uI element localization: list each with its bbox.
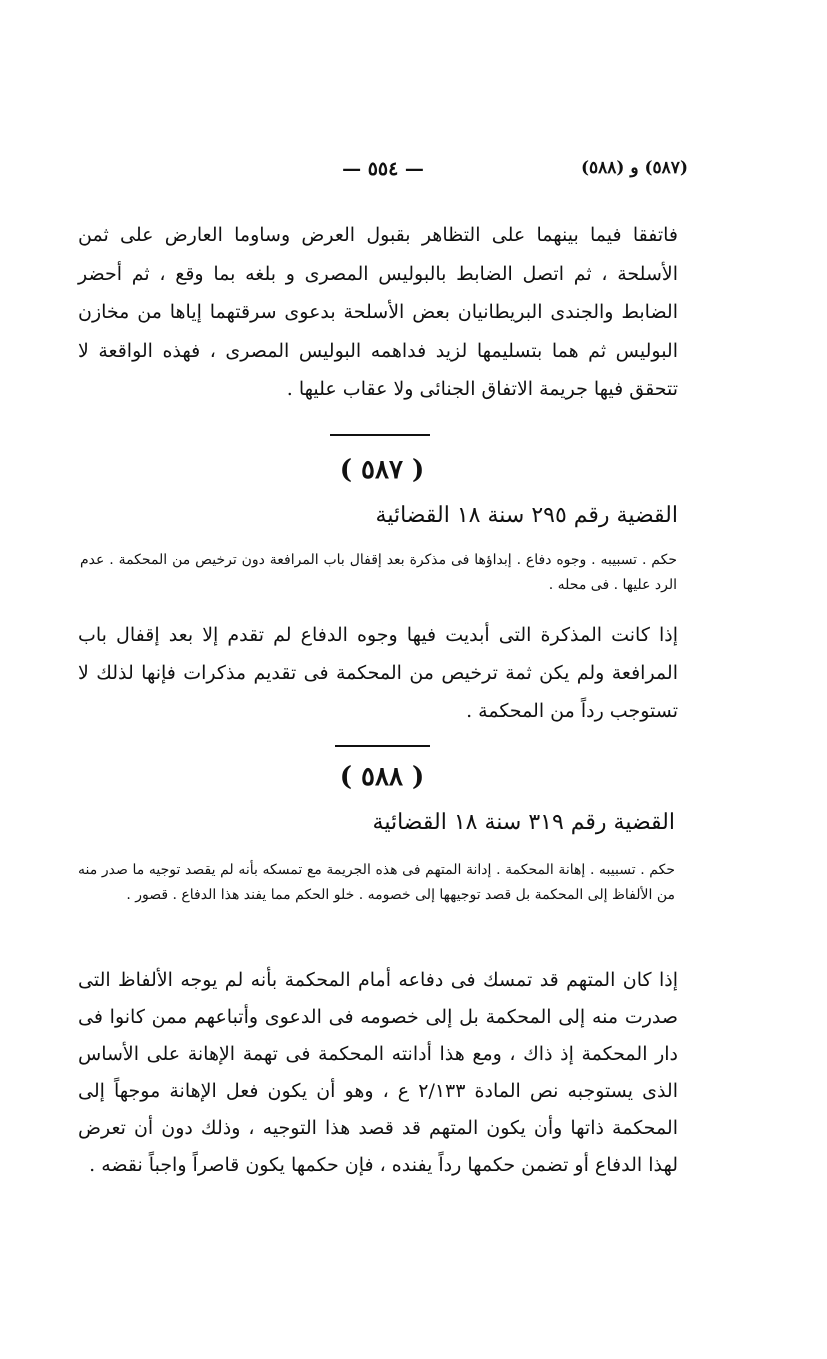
- case-summary: حكم . تسبيبه . وجوه دفاع . إبداؤها فى مذكرة بعد إقفال باب المرافعة دون ترخيص من المحكمة . عدم الرد عليها . فى محله .: [80, 552, 677, 593]
- case-title: القضية رقم ٣١٩ سنة ١٨ القضائية: [372, 810, 675, 835]
- section-number: ( ٥٨٧ ): [339, 455, 425, 485]
- section-divider: [330, 434, 430, 436]
- section-number: ( ٥٨٨ ): [339, 762, 425, 792]
- case-body: إذا كانت المذكرة التى أبديت فيها وجوه الدفاع لم تقدم إلا بعد إقفال باب المرافعة ولم يكن ثمة ترخيص من المحكمة فى تقديم مذكرات فإنها لذلك لا تستوجب رداً من المحكمة .: [78, 624, 678, 722]
- page-number: — ٥٥٤ —: [342, 158, 424, 180]
- continued-paragraph: فاتفقا فيما بينهما على التظاهر بقبول العرض وساوما العارض على ثمن الأسلحة ، ثم اتصل الضابط بالبوليس المصرى و بلغه بما وقع ، ثم أحضر الضابط والجندى البريطانيان بعض الأسلحة بدعوى سرقتهما إياها من مخازن البوليس ثم هما بتسليمها لزيد فداهمه البوليس المصرى ، فهذه الواقعة لا تتحقق فيها جريمة الاتفاق الجنائى ولا عقاب عليها .: [78, 224, 678, 400]
- section-divider: [335, 745, 430, 747]
- case-title: القضية رقم ٢٩٥ سنة ١٨ القضائية: [375, 503, 678, 528]
- header-case-numbers: (٥٨٧) و (٥٨٨): [580, 158, 688, 178]
- case-body: إذا كان المتهم قد تمسك فى دفاعه أمام المحكمة بأنه لم يوجه الألفاظ التى صدرت منه إلى المحكمة بل إلى خصومه فى الدعوى وأتباعهم ممن كانوا فى دار المحكمة إذ ذاك ، ومع هذا أدانته المحكمة فى تهمة الإهانة على الأساس الذى يستوجبه نص المادة ٢/١٣٣ ع ، وهو أن يكون فعل الإهانة موجهاً إلى المحكمة ذاتها وأن يكون المتهم قد قصد هذا التوجيه ، وذلك دون أن تعرض لهذا الدفاع أو تضمن حكمها رداً يفنده ، فإن حكمها يكون قاصراً واجباً نقضه .: [78, 969, 678, 1176]
- case-summary: حكم . تسبيبه . إهانة المحكمة . إدانة المتهم فى هذه الجريمة مع تمسكه بأنه لم يقصد توجيه ما صدر منه من الألفاظ إلى المحكمة بل قصد توجيهها إلى خصومه . خلو الحكم مما يفند هذا الدفاع . قصور .: [78, 862, 675, 903]
